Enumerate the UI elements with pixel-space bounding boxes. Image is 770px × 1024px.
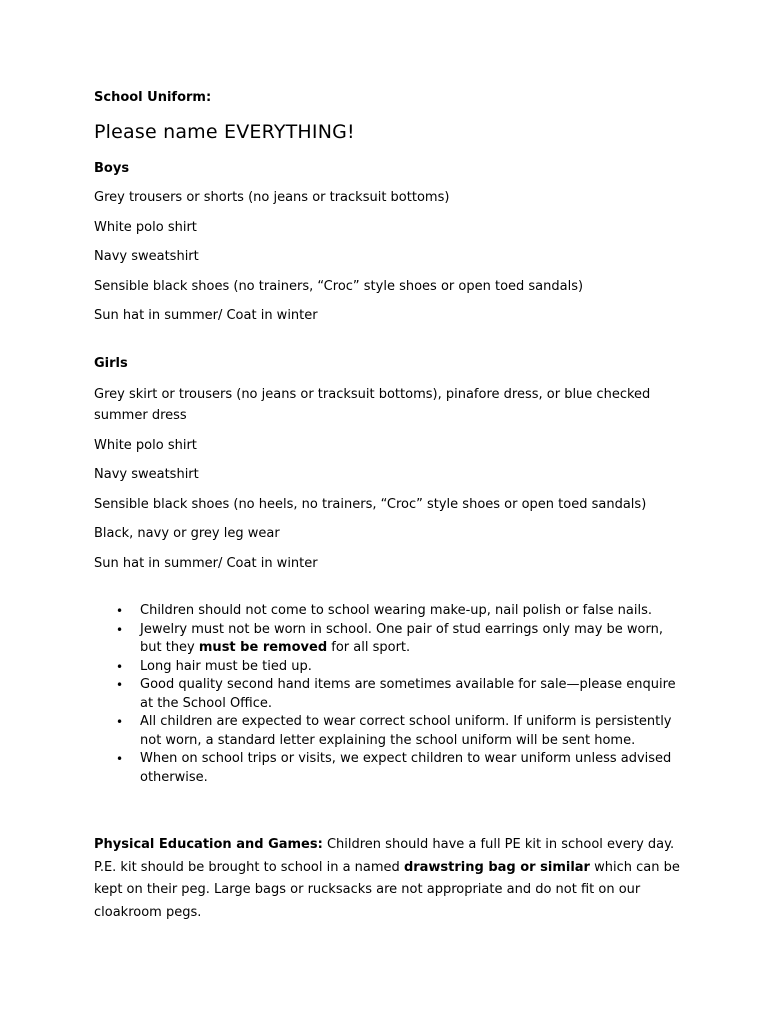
uniform-rules-list [116, 602, 676, 787]
list-item: • When on school trips or visits, we expect children to wear uniform unless advised otherwise. [116, 751, 672, 785]
boys-item: White polo shirt [94, 220, 197, 235]
list-item: • Good quality second hand items are sometimes available for sale—please enquire at the School Office. [116, 677, 676, 711]
list-item: • Children should not come to school wearing make-up, nail polish or false nails. [116, 602, 676, 621]
girls-item: Black, navy or grey leg wear [94, 526, 280, 541]
girls-heading: Girls [94, 356, 128, 371]
bullet-icon: • [116, 659, 124, 674]
pe-heading: Physical Education and Games: [94, 837, 323, 852]
bullet-icon: • [116, 604, 124, 618]
boys-item: Grey trousers or shorts (no jeans or tracksuit bottoms) [94, 190, 450, 205]
list-item: • Long hair must be tied up. [116, 658, 676, 677]
bullet-icon: • [116, 678, 124, 692]
bullet-icon: • [116, 752, 124, 766]
bullet-icon: • [116, 715, 124, 729]
emphasis-text: must be removed [198, 640, 328, 655]
section-label: School Uniform: [94, 90, 212, 105]
girls-item: Navy sweatshirt [94, 467, 199, 482]
list-item: • All children are expected to wear correct school uniform. If uniform is persistently not worn, a standard letter explaining the school uniform will be sent home. [116, 714, 672, 748]
page-title: Please name EVERYTHING! [94, 121, 355, 143]
boys-item: Navy sweatshirt [94, 249, 199, 264]
boys-item: Sun hat in summer/ Coat in winter [94, 308, 318, 323]
bullet-icon: • [116, 622, 124, 637]
emphasis-text: drawstring bag or similar [403, 859, 590, 875]
girls-item: Sensible black shoes (no heels, no trainers, “Croc” style shoes or open toed sandals) [94, 497, 647, 512]
pe-paragraph: Physical Education and Games: Children should have a full PE kit in school every day. P.E. kit should be brought to school in a named drawstring bag or similar which can be kept on their peg. Large bags or rucksacks are not appropriate and do not fit on our cloakroom pegs. [94, 837, 680, 920]
girls-item: Sun hat in summer/ Coat in winter [94, 556, 318, 571]
girls-item: Grey skirt or trousers (no jeans or tracksuit bottoms), pinafore dress, or blue checked summer dress [94, 387, 651, 423]
list-item: • Jewelry must not be worn in school. One pair of stud earrings only may be worn, but they must be removed for all sport. [116, 621, 663, 655]
girls-item: White polo shirt [94, 438, 197, 453]
boys-heading: Boys [94, 161, 130, 176]
boys-item: Sensible black shoes (no trainers, “Croc” style shoes or open toed sandals) [94, 279, 584, 294]
